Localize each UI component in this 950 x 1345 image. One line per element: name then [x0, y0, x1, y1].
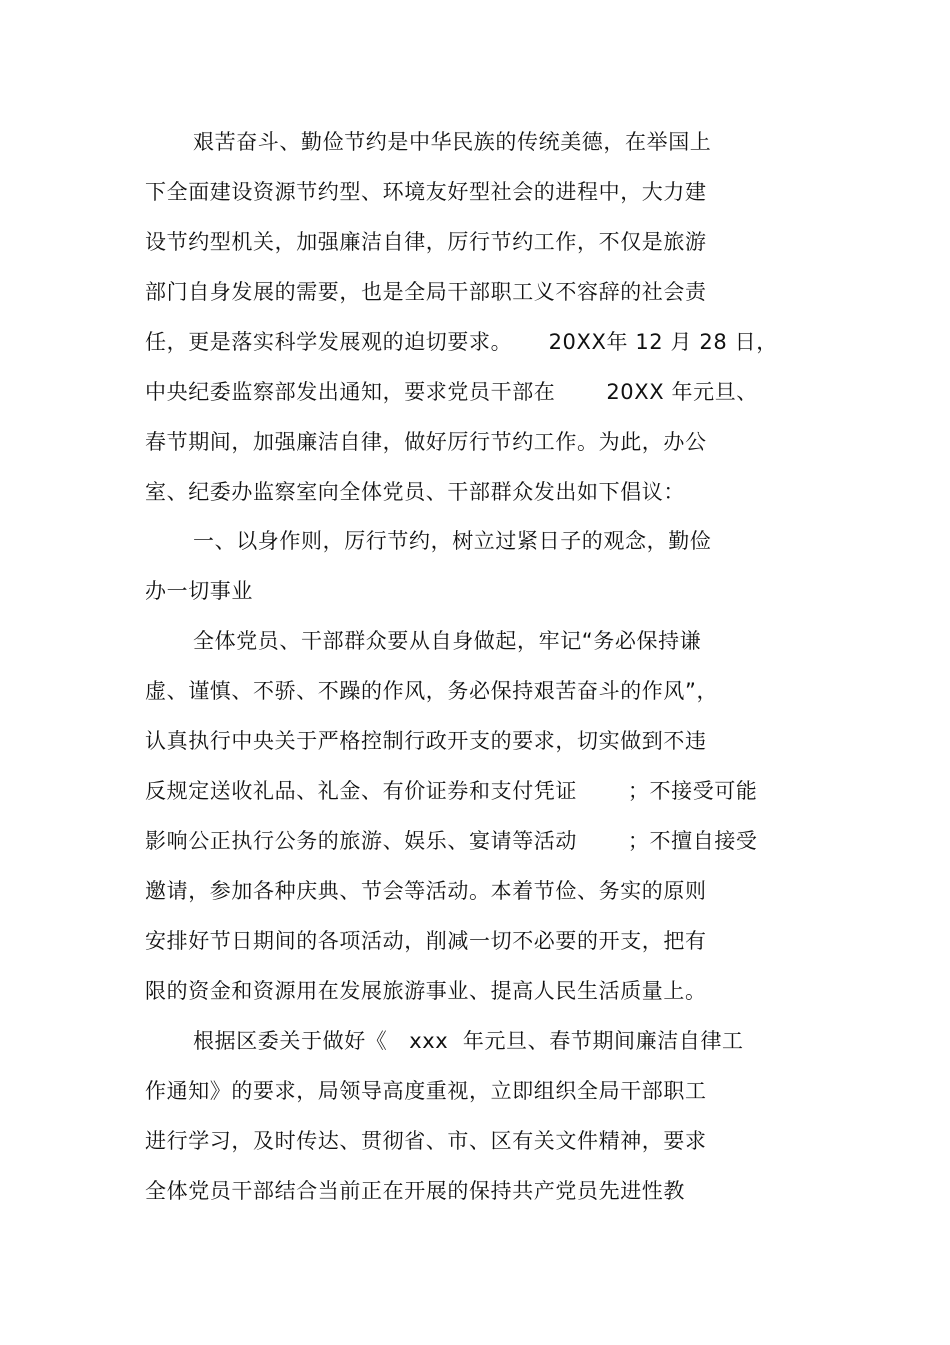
paragraph-line: 根据区委关于做好《 xxx 年元旦、春节期间廉洁自律工	[193, 1029, 744, 1053]
paragraph-line: 虚、谨慎、不骄、不躁的作风，务必保持艰苦奋斗的作风”，	[145, 679, 719, 703]
paragraph-line: 艰苦奋斗、勤俭节约是中华民族的传统美德，在举国上	[193, 130, 712, 154]
paragraph-line: 邀请，参加各种庆典、节会等活动。本着节俭、务实的原则	[145, 879, 707, 903]
paragraph-line: 设节约型机关，加强廉洁自律，厉行节约工作，不仅是旅游	[145, 230, 707, 254]
paragraph-line: 限的资金和资源用在发展旅游事业、提高人民生活质量上。	[145, 979, 707, 1003]
paragraph-line: 室、纪委办监察室向全体党员、干部群众发出如下倡议：	[145, 480, 685, 504]
paragraph-line: 影响公正执行公务的旅游、娱乐、宴请等活动 ；不擅自接受	[145, 829, 758, 853]
paragraph-line: 中央纪委监察部发出通知，要求党员干部在 20XX 年元旦、	[145, 380, 758, 404]
paragraph-line: 春节期间，加强廉洁自律，做好厉行节约工作。为此，办公	[145, 430, 707, 454]
paragraph-line: 进行学习，及时传达、贯彻省、市、区有关文件精神，要求	[145, 1129, 707, 1153]
section-heading-line: 一、以身作则，厉行节约，树立过紧日子的观念，勤俭	[193, 529, 712, 553]
paragraph-line: 作通知》的要求，局领导高度重视，立即组织全局干部职工	[145, 1079, 707, 1103]
paragraph-line: 全体党员干部结合当前正在开展的保持共产党员先进性教	[145, 1179, 685, 1203]
paragraph-line: 任，更是落实科学发展观的迫切要求。 20XX年 12 月 28 日，	[145, 330, 778, 354]
paragraph-line: 认真执行中央关于严格控制行政开支的要求，切实做到不违	[145, 729, 707, 753]
paragraph-line: 安排好节日期间的各项活动，削减一切不必要的开支，把有	[145, 929, 707, 953]
paragraph-line: 下全面建设资源节约型、环境友好型社会的进程中，大力建	[145, 180, 707, 204]
paragraph-line: 全体党员、干部群众要从自身做起，牢记“务必保持谦	[193, 629, 702, 653]
paragraph-line: 反规定送收礼品、礼金、有价证券和支付凭证 ；不接受可能	[145, 779, 758, 803]
section-heading-line: 办一切事业	[145, 579, 253, 603]
paragraph-line: 部门自身发展的需要，也是全局干部职工义不容辞的社会责	[145, 280, 707, 304]
